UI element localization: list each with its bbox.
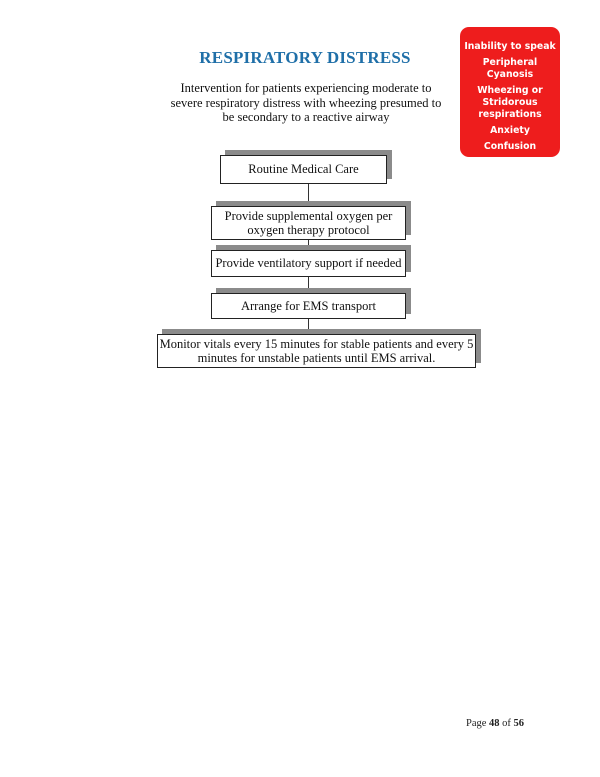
page-footer [466,718,524,729]
subtitle-line: Intervention for patients experiencing moderate to [180,81,432,95]
symptom-item: Inability to speak [464,41,556,52]
subtitle-line: severe respiratory distress with wheezing presumed to [170,95,442,110]
flow-step-oxygen [211,206,406,240]
symptom-item: Confusion [483,141,537,152]
symptom-item: respirations [478,109,542,120]
flow-connector [308,277,309,293]
flow-step-ems-transport [211,293,406,319]
flow-step-routine-care [220,155,387,184]
flow-step-monitor-vitals [157,334,476,368]
page-title: RESPIRATORY DISTRESS [199,48,411,67]
flow-step-text: Provide ventilatory support if needed [215,256,402,271]
symptoms-box [460,27,560,157]
symptom-item: Stridorous [482,97,538,108]
flow-connector [308,240,309,250]
flow-step-ventilatory-support [211,250,406,277]
flow-step-text: minutes for unstable patients until EMS arrival. [197,351,436,365]
flow-connector [308,319,309,334]
flow-step-text: Provide supplemental oxygen per [224,208,393,223]
page-of-label: of [502,718,511,729]
page-label: Page [466,718,487,729]
flow-step-text: Arrange for EMS transport [240,298,377,313]
symptom-item: Anxiety [490,125,530,136]
flow-step-text: Routine Medical Care [248,162,359,177]
subtitle-line: be secondary to a reactive airway [222,110,390,124]
flow-step-text: Monitor vitals every 15 minutes for stable patients and every 5 [159,336,474,351]
symptom-item: Peripheral Cyanosis [482,57,538,80]
symptom-item: Wheezing or [477,85,543,96]
page-current: 48 [489,718,500,729]
page-total: 56 [513,718,525,729]
flow-step-text: oxygen therapy protocol [247,223,370,237]
page-subtitle [170,81,442,125]
flow-connector [308,184,309,206]
